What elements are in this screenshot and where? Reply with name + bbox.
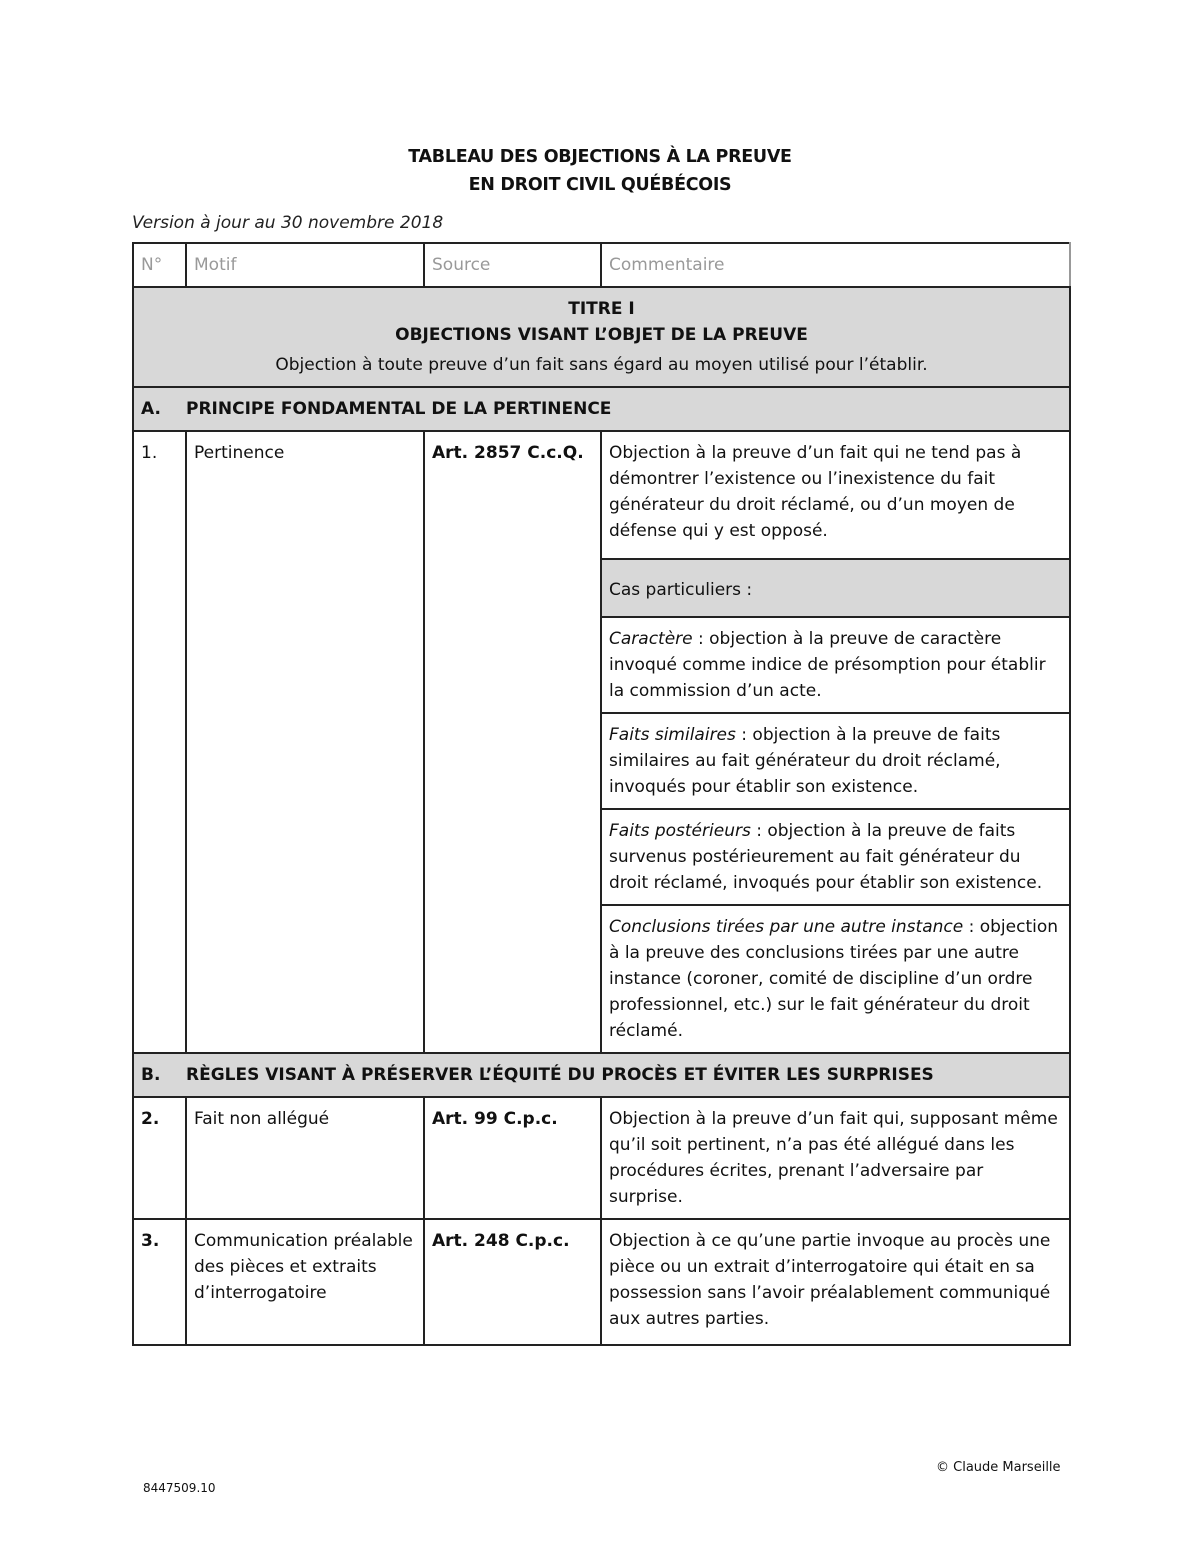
section-a-letter: A.	[141, 399, 161, 419]
row1-comment: Objection à la preuve d’un fait qui ne tend pas à démontrer l’existence ou l’inexistence du fait générateur du droit réclamé, ou d’un moyen de défense qui y est opposé.	[601, 431, 1070, 559]
document-id: 8447509.10	[143, 1481, 216, 1495]
table-row	[133, 1219, 1070, 1345]
title-line-2: EN DROIT CIVIL QUÉBÉCOIS	[468, 175, 732, 195]
objections-table	[132, 242, 1071, 1346]
version-date: Version à jour au 30 novembre 2018	[132, 213, 444, 233]
case-text: : objection à la preuve des conclusions tirées par une autre instance (coroner, comité de discipline d’un ordre professionnel, etc.) sur le fait générateur du droit réclamé.	[609, 917, 1059, 1041]
row1-source: Art. 2857 C.c.Q.	[424, 431, 601, 1053]
header-commentaire: Commentaire	[601, 243, 1070, 287]
section-b-letter: B.	[141, 1065, 161, 1085]
section-b-row	[133, 1053, 1070, 1097]
titre-heading: OBJECTIONS VISANT L’OBJET DE LA PREUVE	[395, 325, 808, 345]
table-row	[133, 431, 1070, 559]
row3-num: 3.	[133, 1219, 186, 1345]
row2-comment: Objection à la preuve d’un fait qui, supposant même qu’il soit pertinent, n’a pas été allégué dans les procédures écrites, prenant l’adversaire par surprise.	[601, 1097, 1070, 1219]
case-term: Faits similaires	[609, 725, 736, 745]
case-text: : objection à la preuve de caractère invoqué comme indice de présomption pour établir la commission d’un acte.	[609, 629, 1046, 701]
case-faits-posterieurs	[601, 809, 1070, 905]
copyright-notice: © Claude Marseille	[936, 1460, 1061, 1475]
row3-comment: Objection à ce qu’une partie invoque au procès une pièce ou un extrait d’interrogatoire qui était en sa possession sans l’avoir préalablement communiqué aux autres parties.	[601, 1219, 1070, 1345]
table-row	[133, 1097, 1070, 1219]
titre-number: TITRE I	[568, 299, 635, 319]
title-line-1: TABLEAU DES OBJECTIONS À LA PREUVE	[408, 147, 792, 167]
section-b-label: RÈGLES VISANT À PRÉSERVER L’ÉQUITÉ DU PROCÈS ET ÉVITER LES SURPRISES	[186, 1065, 934, 1085]
case-text: : objection à la preuve de faits similaires au fait générateur du droit réclamé, invoqués pour établir son existence.	[609, 725, 1001, 797]
case-term: Conclusions tirées par une autre instance	[609, 917, 964, 937]
document-title	[0, 143, 1200, 199]
row2-num: 2.	[133, 1097, 186, 1219]
titre-row	[133, 287, 1070, 387]
header-source: Source	[424, 243, 601, 287]
section-a-row	[133, 387, 1070, 431]
header-motif: Motif	[186, 243, 424, 287]
row1-motif: Pertinence	[186, 431, 424, 1053]
row1-num: 1.	[133, 431, 186, 1053]
case-caractere	[601, 617, 1070, 713]
case-term: Caractère	[609, 629, 693, 649]
section-a-cell	[133, 387, 1070, 431]
section-a-label: PRINCIPE FONDAMENTAL DE LA PERTINENCE	[186, 399, 612, 419]
cas-particuliers-label: Cas particuliers :	[601, 559, 1070, 617]
case-conclusions	[601, 905, 1070, 1053]
case-term: Faits postérieurs	[609, 821, 751, 841]
case-faits-similaires	[601, 713, 1070, 809]
header-num: N°	[133, 243, 186, 287]
titre-description: Objection à toute preuve d’un fait sans égard au moyen utilisé pour l’établir.	[275, 355, 928, 375]
section-b-cell	[133, 1053, 1070, 1097]
row2-motif: Fait non allégué	[186, 1097, 424, 1219]
case-text: : objection à la preuve de faits survenus postérieurement au fait générateur du droit réclamé, invoqués pour établir son existence.	[609, 821, 1043, 893]
titre-cell	[133, 287, 1070, 387]
row3-motif: Communication préalable des pièces et extraits d’interrogatoire	[186, 1219, 424, 1345]
row3-source: Art. 248 C.p.c.	[424, 1219, 601, 1345]
table-header-row	[133, 243, 1070, 287]
row2-source: Art. 99 C.p.c.	[424, 1097, 601, 1219]
